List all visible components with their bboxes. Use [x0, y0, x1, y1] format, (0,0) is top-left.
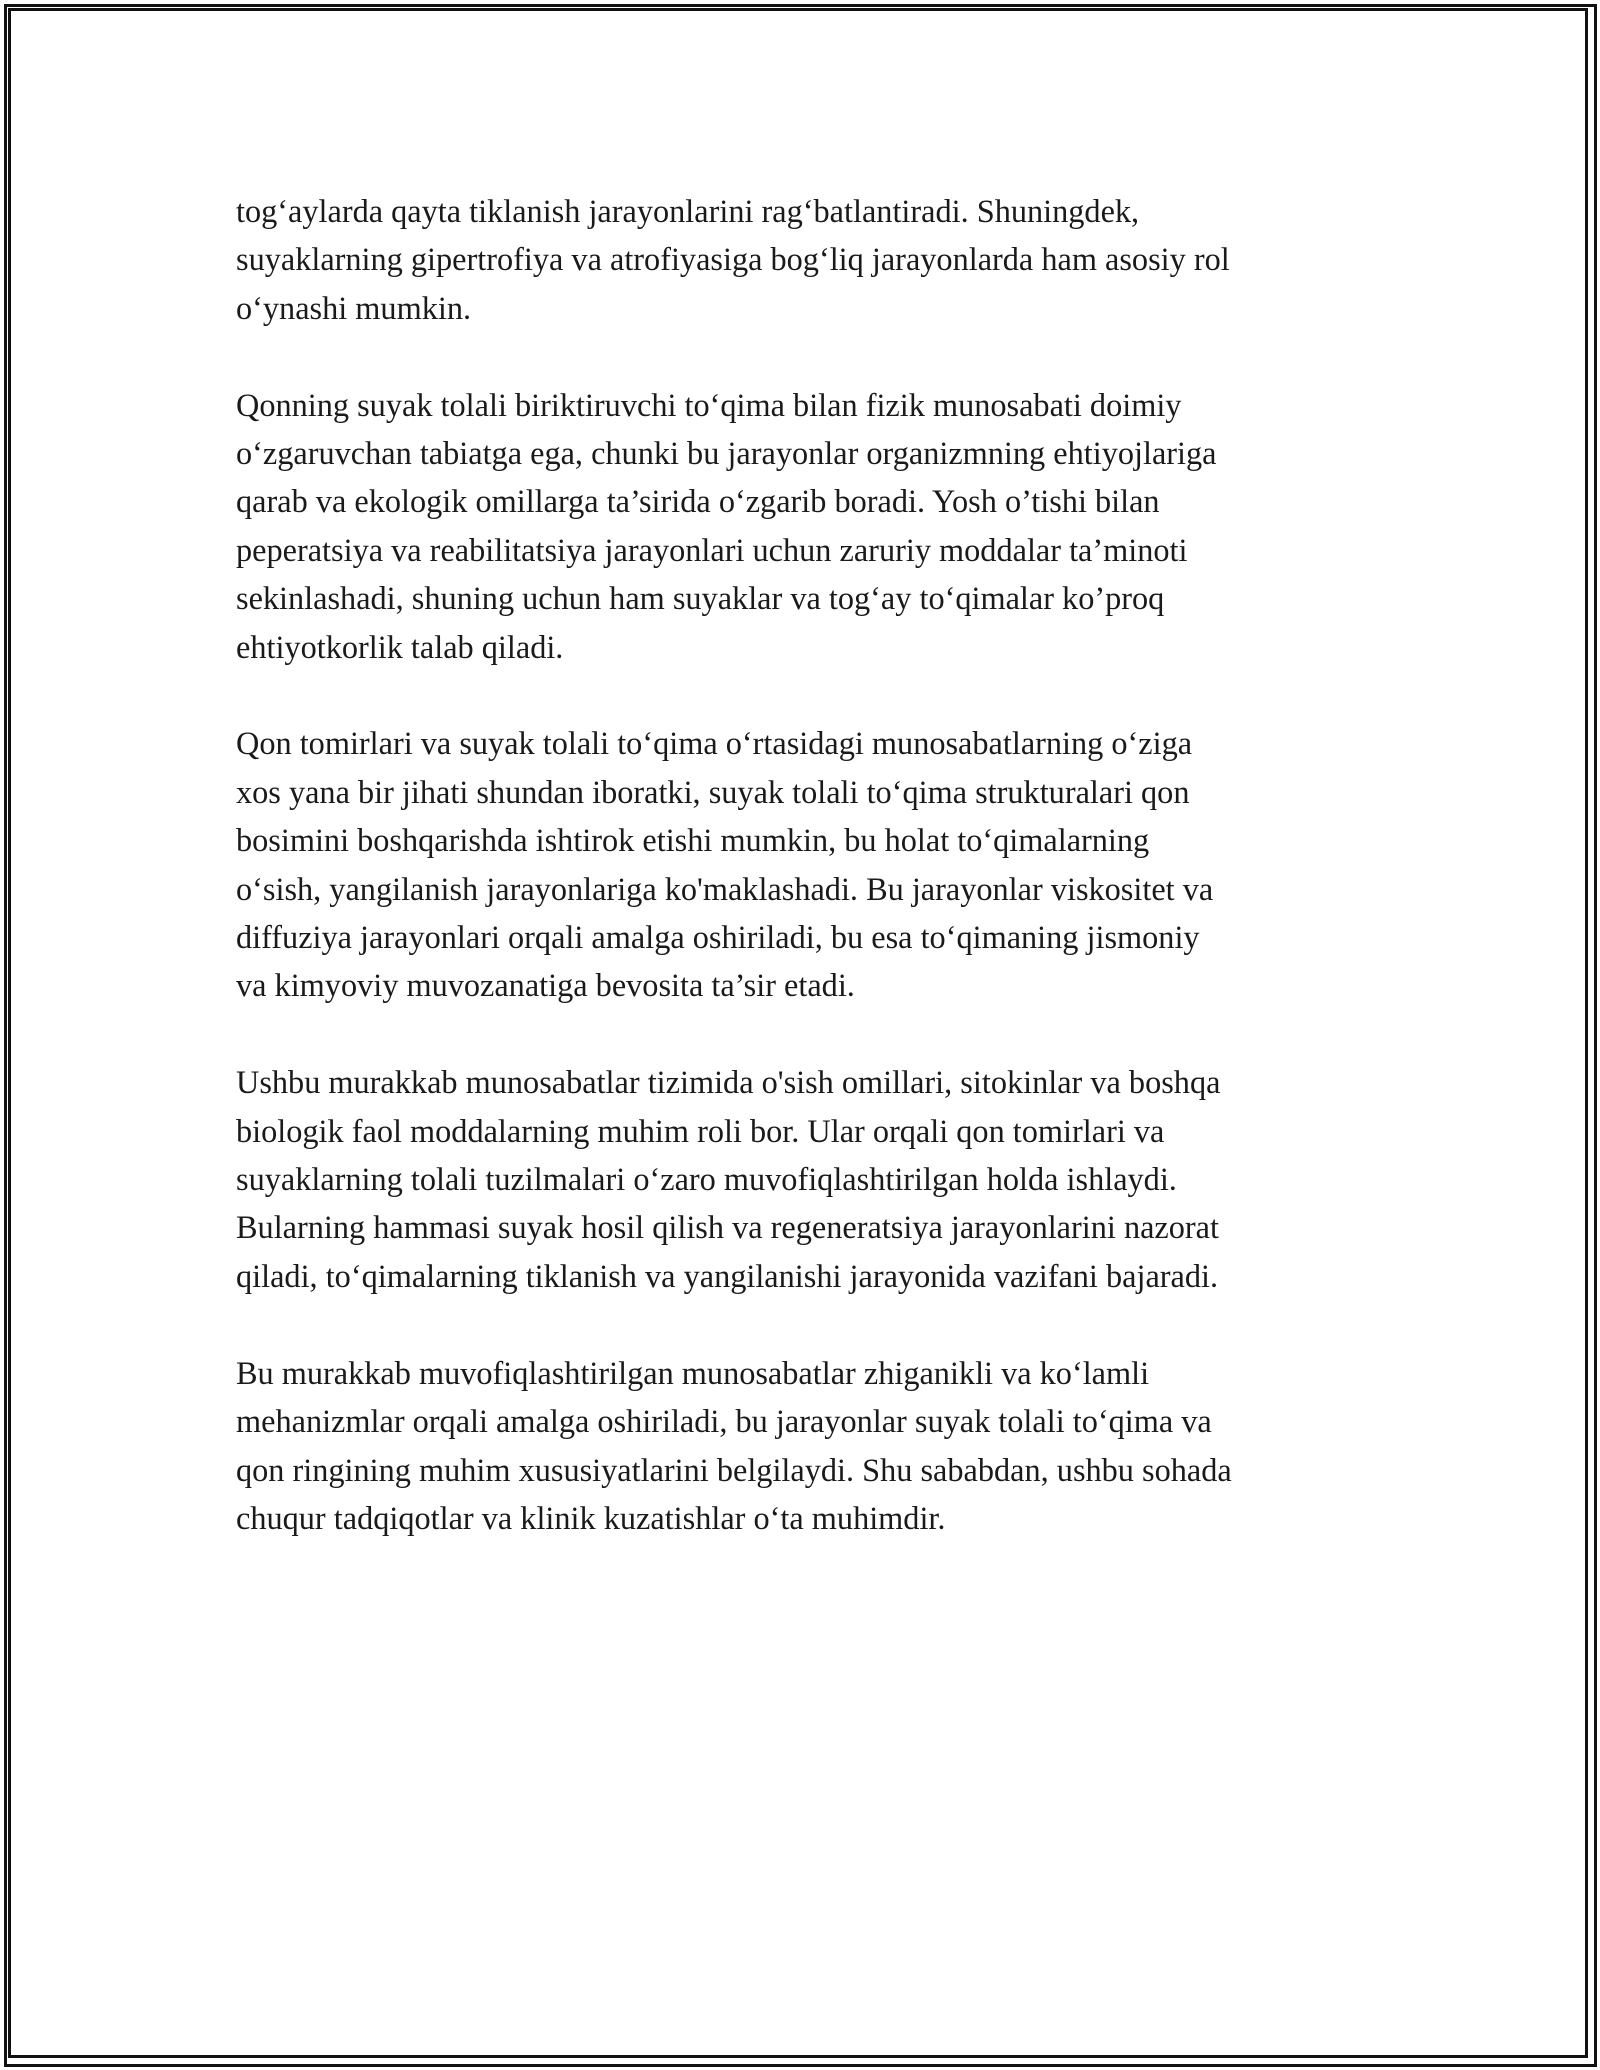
text-line: ehtiyotkorlik talab qiladi. — [236, 628, 564, 665]
text-line: tog‘aylarda qayta tiklanish jarayonlarini rag‘batlantiradi. Shuningdek, — [236, 193, 1140, 229]
text-line: Ushbu murakkab munosabatlar tizimida o'sish omillari, sitokinlar va boshqa — [236, 1064, 1221, 1101]
text-line: o‘zgaruvchan tabiatga ega, chunki bu jarayonlar organizmning ehtiyojlariga — [236, 435, 1217, 472]
document-body — [236, 187, 1386, 1591]
text-line: va kimyoviy muvozanatiga bevosita ta’sir etadi. — [236, 967, 855, 1004]
text-line: qon ringining muhim xususiyatlarini belgilaydi. Shu sababdan, ushbu sohada — [236, 1451, 1232, 1488]
text-line: qiladi, to‘qimalarning tiklanish va yangilanishi jarayonida vazifani bajaradi. — [236, 1257, 1219, 1294]
text-line: bosimini boshqarishda ishtirok etishi mumkin, bu holat to‘qimalarning — [236, 822, 1150, 859]
text-line: diffuziya jarayonlari orqali amalga oshiriladi, bu esa to‘qimaning jismoniy — [236, 919, 1200, 956]
text-line: Qonning suyak tolali biriktiruvchi to‘qima bilan fizik munosabati doimiy — [236, 386, 1182, 423]
text-line: qarab va ekologik omillarga ta’sirida o‘zgarib boradi. Yosh o’tishi bilan — [236, 483, 1160, 520]
paragraph-4 — [236, 1058, 1386, 1300]
text-line: chuqur tadqiqotlar va klinik kuzatishlar o‘ta muhimdir. — [236, 1499, 946, 1536]
paragraph-2 — [236, 381, 1386, 671]
paragraph-1 — [236, 187, 1386, 332]
text-line: biologik faol moddalarning muhim roli bor. Ular orqali qon tomirlari va — [236, 1112, 1165, 1149]
text-line: xos yana bir jihati shundan iboratki, suyak tolali to‘qima strukturalari qon — [236, 773, 1190, 810]
text-line: peperatsiya va reabilitatsiya jarayonlari uchun zaruriy moddalar ta’minoti — [236, 531, 1188, 568]
text-line: sekinlashadi, shuning uchun ham suyaklar va tog‘ay to‘qimalar ko’proq — [236, 580, 1165, 617]
paragraph-3 — [236, 719, 1386, 1009]
paragraph-5 — [236, 1349, 1386, 1543]
text-line: Bu murakkab muvofiqlashtirilgan munosabatlar zhiganikli va ko‘lamli — [236, 1354, 1150, 1391]
text-line: o‘ynashi mumkin. — [236, 289, 472, 326]
text-line: o‘sish, yangilanish jarayonlariga ko'maklashadi. Bu jarayonlar viskositet va — [236, 870, 1214, 907]
text-line: suyaklarning gipertrofiya va atrofiyasiga bog‘liq jarayonlarda ham asosiy rol — [236, 241, 1230, 278]
text-line: suyaklarning tolali tuzilmalari o‘zaro muvofiqlashtirilgan holda ishlaydi. — [236, 1161, 1177, 1198]
text-line: mehanizmlar orqali amalga oshiriladi, bu jarayonlar suyak tolali to‘qima va — [236, 1403, 1212, 1440]
text-line: Qon tomirlari va suyak tolali to‘qima o‘rtasidagi munosabatlarning o‘ziga — [236, 725, 1193, 762]
text-line: Bularning hammasi suyak hosil qilish va regeneratsiya jarayonlarini nazorat — [236, 1209, 1219, 1246]
